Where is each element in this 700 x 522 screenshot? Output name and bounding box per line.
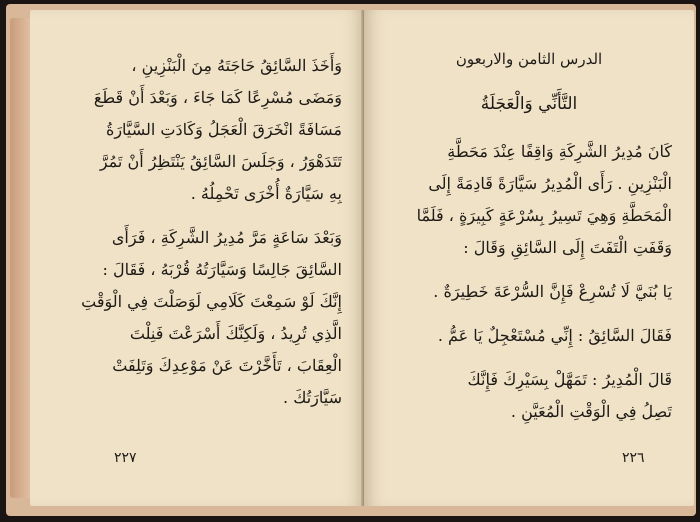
text-line: سَيَّارَتُكَ . <box>283 388 342 407</box>
left-page <box>30 10 364 506</box>
text-line: الْبَنْزِينِ . رَأَى الْمُدِيرُ سَيَّارَةً قَادِمَةً إِلَى <box>428 174 672 193</box>
text-line: قَالَ الْمُدِيرُ : تَمَهَّلْ بِسَيْرِكَ فَإِنَّكَ <box>467 370 672 389</box>
text-line: يَا بُنَيَّ لَا تُسْرِعْ فَإِنَّ السُّرْعَةَ خَطِيرَةٌ . <box>433 282 672 301</box>
book-cover-edge <box>10 18 30 498</box>
text-line: مَسَافَةً انْخَرَقَ الْعَجَلُ وَكَادَتِ السَّيَّارَةُ <box>105 120 342 139</box>
paragraph-gap <box>52 210 342 222</box>
text-line: الَّذِي تُرِيدُ ، وَلَكِنَّكَ أَسْرَعْتَ فَنِلْتَ <box>129 324 342 343</box>
left-page-body <box>52 50 342 414</box>
text-line: إِنَّكَ لَوْ سَمِعْتَ كَلَامِي لَوَصَلْتَ فِي الْوَقْتِ <box>81 292 342 311</box>
text-line: فَقَالَ السَّائِقُ : إِنِّي مُسْتَعْجِلٌ يَا عَمُّ . <box>437 326 672 345</box>
paragraph-gap <box>386 352 672 364</box>
open-book <box>6 4 696 516</box>
text-line: كَانَ مُدِيرُ الشَّرِكَةِ وَاقِفًا عِنْدَ مَحَطَّةِ <box>447 142 672 161</box>
text-line: وَمَضَى مُسْرِعًا كَمَا جَاءَ ، وَبَعْدَ أَنْ قَطَعَ <box>93 88 342 107</box>
paragraph-gap <box>386 308 672 320</box>
lesson-header: الدرس الثامن والاربعون <box>455 50 603 68</box>
text-line: وَقَفَتِ الْتَفَتَ إِلَى السَّائِقِ وَقَالَ : <box>463 238 672 257</box>
text-line: بِهِ سَيَّارَةٌ أُخْرَى تَحْمِلُهُ . <box>190 184 342 203</box>
text-line: وَأَخَذَ السَّائِقُ حَاجَتَهُ مِنَ الْبَنْزِينِ ، <box>131 56 342 75</box>
paragraph-gap <box>386 264 672 276</box>
page-number: ٢٢٧ <box>114 450 137 466</box>
text-line: تَصِلُ فِي الْوَقْتِ الْمُعَيَّنِ . <box>510 402 672 421</box>
text-line: السَّائِقَ جَالِسًا وَسَيَّارَتُهُ قُرْبَهُ ، فَقَالَ : <box>102 260 342 279</box>
text-line: الْمَحَطَّةِ وَهِيَ تَسِيرُ بِسُرْعَةٍ كَبِيرَةٍ ، فَلَمَّا <box>416 206 672 225</box>
text-line: الْعِقَابَ ، تَأَخَّرْتَ عَنْ مَوْعِدِكَ وَتَلِفَتْ <box>112 356 342 375</box>
right-page-body <box>386 136 672 428</box>
lesson-title: التَّأَنِّي وَالْعَجَلَةُ <box>480 94 578 114</box>
text-line: تَتَدَهْوَرُ ، وَجَلَسَ السَّائِقُ يَنْتَظِرُ أَنْ تَمُرَّ <box>99 152 342 171</box>
right-page <box>364 10 694 506</box>
text-line: وَبَعْدَ سَاعَةٍ مَرَّ مُدِيرُ الشَّرِكَةِ ، فَرَأَى <box>111 228 342 247</box>
page-number: ٢٢٦ <box>622 450 645 466</box>
